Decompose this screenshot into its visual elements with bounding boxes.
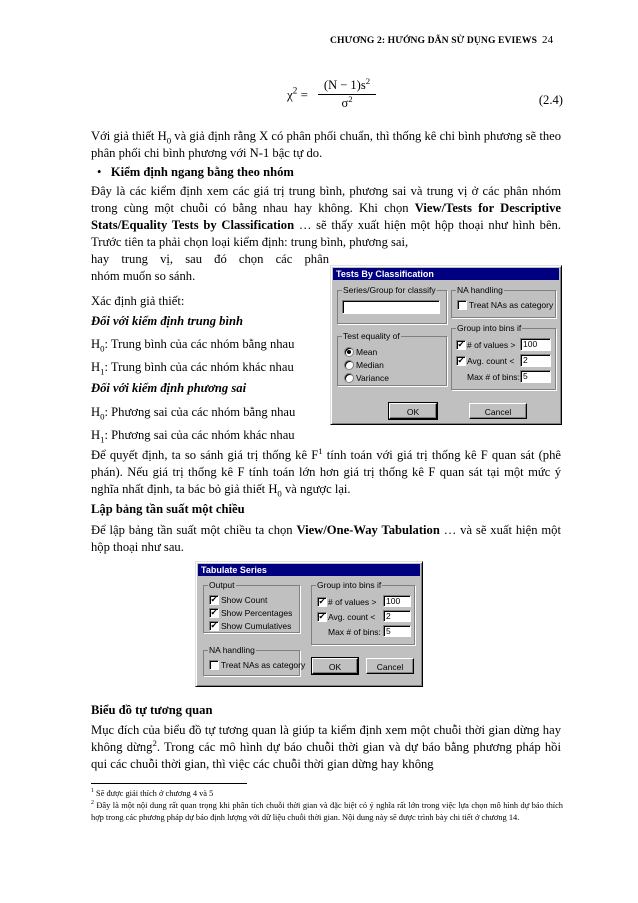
max-bins-input[interactable]: 5 (520, 370, 551, 383)
num-values-checkbox[interactable]: ✔ (318, 597, 326, 606)
series-group-box: Series/Group for classify (337, 290, 447, 324)
mean-h0: $H_0$: Trung bình của các nhóm bằng nhau (91, 337, 295, 354)
median-radio-label: Median (356, 360, 384, 370)
tabulate-series-dialog (195, 561, 423, 687)
paragraph-line: hay trung vị, sau đó chọn các phân (91, 252, 329, 266)
avg-count-label: Avg. count < (467, 356, 515, 366)
formula-fraction (318, 75, 376, 111)
show-percentages-label: Show Percentages (221, 608, 293, 618)
show-cumulatives-label: Show Cumulatives (221, 621, 292, 631)
variance-radio[interactable] (344, 373, 354, 383)
group-bins-box: Group into bins if ✔ # of values > 100 ✔ Avg. count < 2 Max # of bins: 5 (451, 328, 556, 390)
output-box: Output ✔ Show Count ✔ Show Percentages ✔ Show Cumulatives (203, 585, 300, 633)
show-count-label: Show Count (221, 595, 268, 605)
paragraph-tabulation: Để lập bảng tần suất một chiều ta chọn View/One-Way Tabulation … và sẽ xuất hiện một hộp thoại như sau. (91, 523, 561, 554)
series-group-input[interactable] (342, 300, 440, 314)
dialog-title: Tests By Classification (333, 268, 559, 280)
ok-button[interactable]: OK (312, 658, 358, 674)
paragraph-hypothesis: Với giả thiết $H_0$ và giả định rằng X có phân phối chuẩn, thì thống kê chi bình phương sẽ theo phân phối chi bình phương với N-1 bậc tự do. (91, 129, 562, 160)
paragraph-equality-tests: Đây là các kiểm định xem các giá trị trung bình, phương sai và trung vị ở các phân nhóm trong cùng một chuỗi có bằng nhau hay không. Khi chọn View/Tests for Descriptive Stats/Equality Tests by Classification … sẽ thấy xuất hiện một hộp thoại như hình bên. Trước tiên ta phải chọn loại kiểm định: trung bình, phương sai, (91, 184, 561, 249)
show-count-checkbox[interactable]: ✔ (210, 595, 218, 604)
mean-radio[interactable] (344, 347, 354, 357)
treat-na-label: Treat NAs as category (221, 660, 306, 670)
show-percentages-checkbox[interactable]: ✔ (210, 608, 218, 617)
na-handling-box: NA handling Treat NAs as category (203, 650, 300, 676)
dialog-title: Tabulate Series (198, 564, 420, 576)
avg-count-input[interactable]: 2 (520, 354, 551, 367)
num-values-input[interactable]: 100 (383, 595, 411, 607)
na-handling-box: NA handling Treat NAs as category (451, 290, 556, 318)
num-values-label: # of values > (467, 340, 516, 350)
ok-button[interactable]: OK (389, 403, 437, 419)
bullet-heading-equality: • Kiểm định ngang bằng theo nhóm (97, 165, 294, 179)
test-equality-box: Test equality of Mean Median Variance (337, 336, 447, 386)
max-bins-label: Max # of bins: (328, 627, 381, 637)
paragraph-autocorrelation: Mục đích của biểu đồ tự tương quan là giúp ta kiểm định xem một chuỗi thời gian dừng hay không dừng$^2$. Trong các mô hình dự báo chuỗi thời gian và dự báo bằng phương pháp hồi qui các chuỗi thời gian, thì việc các chuỗi thời gian dừng hay không (91, 723, 561, 771)
running-header (330, 34, 553, 46)
avg-count-label: Avg. count < (328, 612, 376, 622)
treat-na-label: Treat NAs as category (469, 300, 554, 310)
heading-one-way-tabulation: Lập bảng tần suất một chiều (91, 502, 245, 516)
avg-count-checkbox[interactable]: ✔ (318, 612, 326, 621)
tests-by-classification-dialog (330, 265, 562, 425)
variance-h0: $H_0$: Phương sai của các nhóm bằng nhau (91, 405, 296, 422)
avg-count-checkbox[interactable]: ✔ (457, 356, 465, 365)
footnote-divider (91, 783, 247, 784)
num-values-input[interactable]: 100 (520, 338, 551, 351)
variance-h1: $H_1$: Phương sai của các nhóm khác nhau (91, 428, 295, 445)
group-bins-box: Group into bins if ✔ # of values > 100 ✔ Avg. count < 2 Max # of bins: 5 (311, 585, 415, 645)
treat-na-checkbox[interactable] (457, 300, 467, 310)
mean-test-heading: Đối với kiểm định trung bình (91, 314, 243, 328)
footnote-1: $^1$ Sẽ được giải thích ở chương 4 và 5 (91, 788, 214, 798)
heading-autocorrelation: Biểu đồ tự tương quan (91, 703, 213, 717)
equation-number: (2.4) (538, 93, 563, 107)
max-bins-input[interactable]: 5 (383, 625, 411, 637)
mean-radio-label: Mean (356, 347, 378, 357)
formula-numerator: $(N - 1)s^2$ (318, 78, 376, 95)
formula-lhs: $\chi^2$ = (287, 85, 308, 102)
header-title: CHƯƠNG 2: HƯỚNG DẪN SỬ DỤNG EVIEWS (330, 35, 538, 46)
paragraph-decision: Để quyết định, ta so sánh giá trị thống kê $F^1$ tính toán với giá trị thống kê F quan sát (phê phán). Nếu giá trị thống kê F tính toán lớn hơn giá trị thống kê F quan sát tại một mức ý nghĩa nhất định, ta bác bỏ giả thiết $H_0$ và ngược lại. (91, 445, 561, 499)
variance-radio-label: Variance (356, 373, 389, 383)
hypothesis-intro: Xác định giả thiết: (91, 294, 185, 308)
paragraph-line: nhóm muốn so sánh. (91, 269, 196, 283)
cancel-button[interactable]: Cancel (366, 658, 414, 674)
footnote-2: $^2$ Đây là một nội dung rất quan trọng khi phân tích chuỗi thời gian và đặc biệt có ý nghĩa rất lớn trong việc lựa chọn mô hình dự báo thích hợp trong các phương pháp dự báo định lượng với dữ liệu chuỗi thời gian. Nội dung này sẽ được trình bày chi tiết ở chương 14. (91, 800, 563, 822)
variance-test-heading: Đối với kiểm định phương sai (91, 381, 247, 395)
page-number: 24 (542, 34, 554, 46)
num-values-checkbox[interactable]: ✔ (457, 340, 465, 349)
show-cumulatives-checkbox[interactable]: ✔ (210, 621, 218, 630)
formula-denominator: $\sigma^2$ (341, 93, 353, 110)
median-radio[interactable] (344, 360, 354, 370)
cancel-button[interactable]: Cancel (469, 403, 527, 419)
num-values-label: # of values > (328, 597, 377, 607)
avg-count-input[interactable]: 2 (383, 610, 411, 622)
mean-h1: $H_1$: Trung bình của các nhóm khác nhau (91, 360, 294, 377)
treat-na-checkbox[interactable] (209, 660, 219, 670)
max-bins-label: Max # of bins: (467, 372, 520, 382)
